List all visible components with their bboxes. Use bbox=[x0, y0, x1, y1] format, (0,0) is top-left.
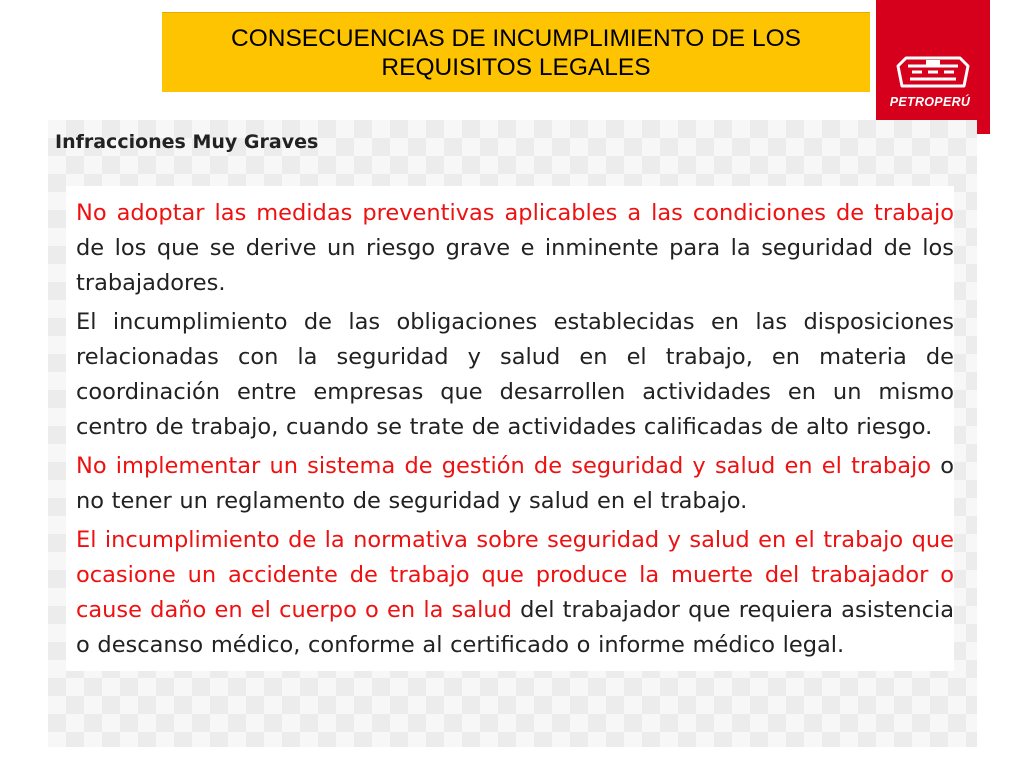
document-body bbox=[66, 186, 954, 671]
paragraph-2 bbox=[76, 305, 954, 445]
title-banner bbox=[162, 12, 870, 92]
paragraph-3-text: o no tener un reglamento de seguridad y salud en el trabajo. bbox=[76, 453, 955, 514]
paragraph-2-text: El incumplimiento de las obligaciones establecidas en las disposiciones relacionadas con la seguridad y salud en el trabajo, en materia de coordinación entre empresas que desarrollen actividades en un mismo centro de trabajo, cuando se trate de actividades calificadas de alto riesgo. bbox=[76, 309, 954, 440]
paragraph-4-red-text: El incumplimiento de la normativa sobre seguridad y salud en el trabajo que ocasione un accidente de trabajo que produce la muerte del trabajador o cause daño en el cuerpo o en la salud bbox=[76, 527, 954, 623]
document-heading: Infracciones Muy Graves bbox=[55, 131, 319, 153]
paragraph-4-text: del trabajador que requiera asistencia o descanso médico, conforme al certificado o informe médico legal. bbox=[76, 597, 954, 658]
paragraph-1 bbox=[76, 196, 954, 301]
slide-title: CONSECUENCIAS DE INCUMPLIMIENTO DE LOS REQUISITOS LEGALES bbox=[231, 24, 801, 81]
paragraph-3-red-text: No implementar un sistema de gestión de seguridad y salud en el trabajo bbox=[76, 453, 932, 479]
paragraph-4 bbox=[76, 523, 954, 663]
document-image bbox=[48, 120, 977, 747]
logo-text: PETROPERÚ bbox=[889, 95, 971, 109]
petroperu-logo bbox=[876, 0, 990, 134]
paragraph-1-text: de los que se derive un riesgo grave e inminente para la seguridad de los trabajadores. bbox=[76, 235, 954, 296]
paragraph-1-red-text: No adoptar las medidas preventivas aplicables a las condiciones de trabajo bbox=[76, 200, 954, 226]
paragraph-3 bbox=[76, 449, 954, 519]
